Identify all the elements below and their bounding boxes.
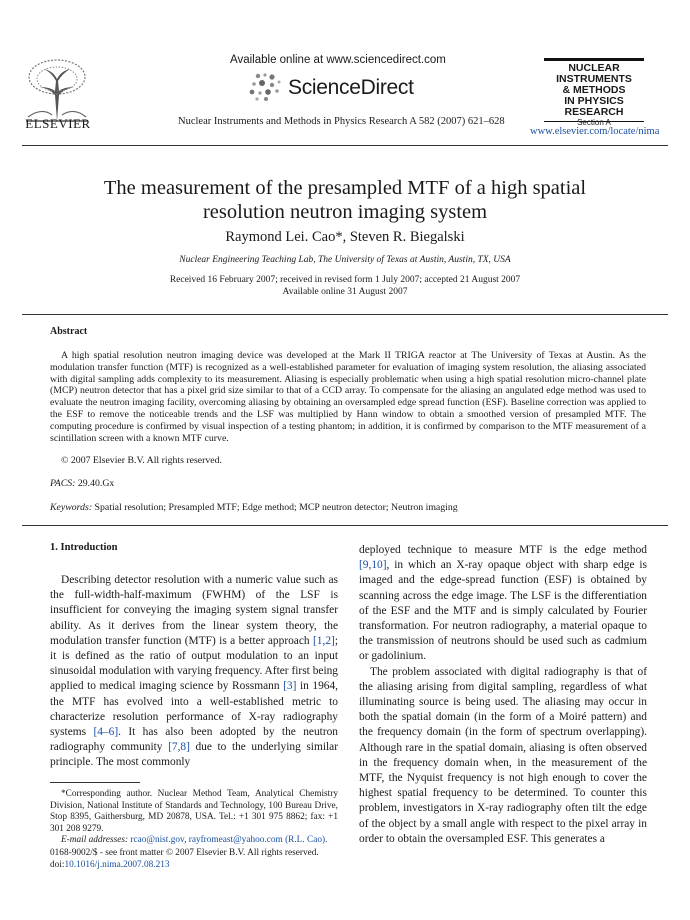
journal-title-box: [544, 58, 644, 127]
journal-reference: Nuclear Instruments and Methods in Physics Research A 582 (2007) 621–628: [178, 116, 505, 127]
publisher-name: ELSEVIER: [25, 116, 91, 131]
pacs-label: PACS:: [50, 478, 76, 489]
header-divider: [22, 145, 668, 146]
journal-url-link[interactable]: www.elsevier.com/locate/nima: [530, 126, 660, 137]
journal-box-line: RESEARCH: [564, 106, 624, 118]
email-link[interactable]: rcao@nist.gov: [130, 835, 185, 846]
footnote-divider: [50, 782, 140, 783]
corresponding-author-note: *Corresponding author. Nuclear Method Team, Analytical Chemistry Division, National Institute of Standards and Technology, 100 Bureau Drive, Stop 8395, Gaithersburg, MD 20878, USA. Tel.: +1 301 975 8862; fax: +1 301 208 9279.: [50, 789, 338, 834]
citation-link[interactable]: [1,2]: [313, 634, 335, 647]
abstract-heading: Abstract: [50, 326, 88, 337]
citation-link[interactable]: [4–6]: [93, 726, 119, 739]
keywords-label: Keywords:: [50, 502, 93, 513]
intro-paragraph: The problem associated with digital radiography is that of the aliasing arising from digital sampling, regardless of what illuminating source is being used. The aliasing may occur in both the spatial domain (in the form of a Moiré pattern) and the frequency domain (in the form of spectrum overlapping). Although rare in the spatial domain, aliasing is often observed in the frequency domain when, in the measurement of the MTF, the Nyquist frequency is not high enough to cover the highest spatial frequency to be determined. To counter this problem, investigators in X-ray radiography often tilt the edge of the object by a small angle with respect to the pixel array in order to obtain the oversampled ESF. This generates a: [359, 665, 647, 845]
column-right: [359, 543, 647, 847]
article-dates: [60, 274, 630, 298]
abstract-text: A high spatial resolution neutron imaging device was developed at the Mark II TRIGA reactor at The University of Texas at Austin. As the modulation transfer function (MTF) is recognized as a well-established parameter for evaluation of imaging system resolution, the aliasing associated with digital sampling adds complexity to its measurement. Aliasing is especially problematic when using a high spatial resolution micro-channel plate (MCP) neutron detector that has a pixel grid size similar to that of a CCD array. To compensate for the aliasing an angulated edge method was used to evaluate the neutron imaging facility, overcoming aliasing by obtaining an oversampled edge spread function (ESF). Baseline correction was applied to the ESF to remove the noticeable trends and the LSF was multiplied by Hann window to obtain a smoothed version of presampled MTF. The computing procedure is confirmed by visual inspection of a testing phantom; in addition, it is confirmed by comparison to the MTF measurement of a scintillation screen with a known MTF curve.: [50, 350, 646, 444]
available-online-text: Available online at www.sciencedirect.com: [230, 54, 446, 66]
intro-paragraph: deployed technique to measure MTF is the edge method [9,10], in which an X-ray opaque object with sharp edge is imaged and the edge-spread function (ESF) is obtained by scanning across the edge image. The LSF is the differentiation of the ESF and the MTF and is simply calculated by Fourier transformation. For neutron radiography, a material opaque to the transmission of neutrons should be used such as cadmium or gadolinium.: [359, 544, 647, 663]
sciencedirect-wordmark: ScienceDirect: [288, 76, 414, 99]
article-title: [60, 176, 630, 224]
doi-link[interactable]: 10.1016/j.nima.2007.08.213: [64, 860, 170, 870]
page-footer: [50, 847, 319, 871]
journal-section: Section A: [577, 118, 611, 127]
journal-box-line: & METHODS: [562, 84, 626, 96]
abstract-bottom-divider: [22, 525, 668, 526]
title-line: resolution neutron imaging system: [202, 201, 488, 223]
journal-box-line: IN PHYSICS: [564, 95, 624, 107]
footnote: [50, 789, 338, 847]
journal-box-line: INSTRUMENTS: [556, 73, 632, 85]
section-heading-introduction: 1. Introduction: [50, 542, 118, 553]
author-affiliation: Nuclear Engineering Teaching Lab, The University of Texas at Austin, Austin, TX, USA: [179, 255, 511, 265]
abstract-copyright: © 2007 Elsevier B.V. All rights reserved.: [61, 455, 222, 466]
email-link[interactable]: rayfromeast@yahoo.com: [188, 835, 283, 846]
issn-line: 0168-9002/$ - see front matter © 2007 Elsevier B.V. All rights reserved.: [50, 848, 319, 858]
abstract-top-divider: [22, 314, 668, 315]
keywords-value: Spatial resolution; Presampled MTF; Edge method; MCP neutron detector; Neutron imaging: [94, 502, 458, 513]
doi-line: doi:10.1016/j.nima.2007.08.213: [50, 860, 170, 870]
journal-box-line: NUCLEAR: [568, 62, 620, 74]
title-line: The measurement of the presampled MTF of a high spatial: [103, 177, 587, 199]
citation-link[interactable]: [9,10]: [359, 559, 387, 572]
column-left: [50, 573, 338, 771]
citation-link[interactable]: [7,8]: [168, 741, 190, 754]
pacs-value: 29.40.Gx: [77, 478, 115, 489]
email-line: E-mail addresses: rcao@nist.gov, rayfromeast@yahoo.com (R.L. Cao).: [61, 835, 328, 846]
received-dates: Received 16 February 2007; received in revised form 1 July 2007; accepted 21 August 2007: [169, 275, 521, 285]
pacs-line: [50, 478, 114, 489]
article-authors: Raymond Lei. Cao*, Steven R. Biegalski: [225, 229, 465, 245]
intro-paragraph: Describing detector resolution with a numeric value such as the full-width-half-maximum (FWHM) of the LSF is insufficient for conveying the imaging system signal transfer ability. As it derives from the linear system theory, the modulation transfer function (MTF) is a better approach [1,2]; it is defined as the ratio of output modulation to an input sinusoidal modulation with varying frequency. After first being applied to medical imaging science by Rossmann [3] in 1964, the MTF has evolved into a well-established metric to characterize resolution performance of X-ray radiography systems [4–6]. It has also been adopted by the neutron radiography community [7,8] due to the underlying similar principle. The most commonly: [50, 574, 339, 769]
citation-link[interactable]: [3]: [283, 680, 297, 693]
keywords-line: [50, 502, 458, 513]
available-date: Available online 31 August 2007: [282, 287, 408, 297]
